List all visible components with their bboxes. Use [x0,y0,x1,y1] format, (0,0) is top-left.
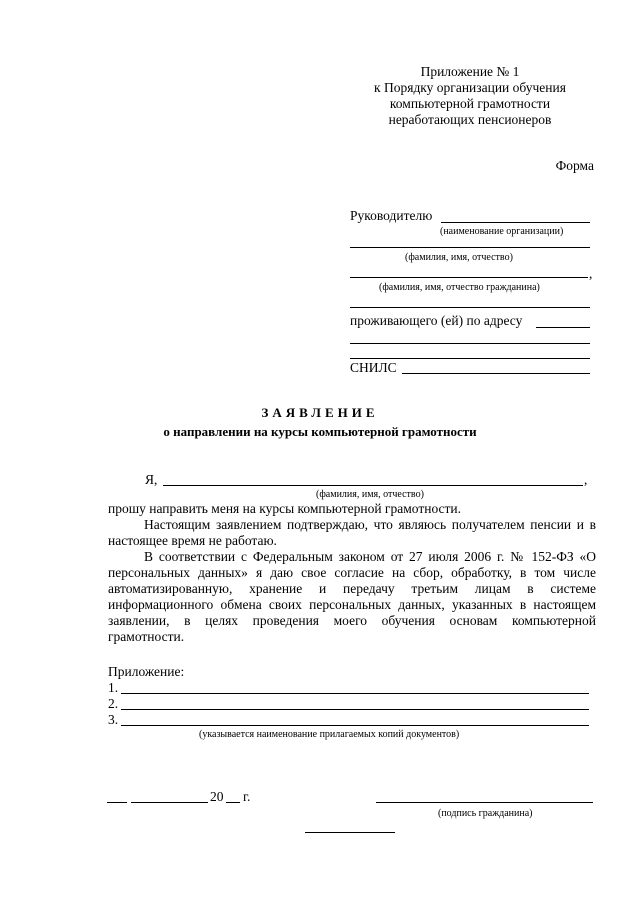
address-field-2[interactable] [350,343,590,344]
citizen-fio-comma: , [589,266,593,281]
closing-divider [305,832,395,833]
attachments-caption: (указывается наименование прилагаемых копий документов) [199,729,460,740]
snils-field[interactable] [402,373,590,374]
address-field[interactable] [536,327,590,328]
statement-subtitle: о направлении на курсы компьютерной грамотности [163,424,477,439]
recipient-fio-field[interactable] [350,247,590,248]
appendix-line-3: компьютерной грамотности [389,96,551,111]
applicant-fio-field[interactable] [163,485,583,486]
recipient-fio-caption: (фамилия, имя, отчество) [405,252,513,263]
appendix-header [350,64,590,128]
organization-field[interactable] [441,222,590,223]
attachment-field-1[interactable] [121,693,589,694]
paragraph-request: прошу направить меня на курсы компьютерной грамотности. [108,501,462,516]
attachments-label: Приложение: [108,664,185,679]
appendix-line-2: к Порядку организации обучения [374,80,566,95]
attachment-field-2[interactable] [121,709,589,710]
date-year-suffix: г. [243,789,251,804]
citizen-fio-field[interactable] [350,277,588,278]
paragraph-consent: В соответствии с Федеральным законом от 27 июля 2006 г. № 152-ФЗ «О персональных данных» я даю свое согласие на сбор, обработку, в том числе автоматизированную, хранение и передачу третьим лицам в системе информационного обмена своих персональных данных, указанных в настоящем заявлении, в целях проведения моего обучения основам компьютерной грамотности. [108,549,596,644]
date-year-field[interactable] [226,802,240,803]
attachment-number-3: 3. [108,712,119,727]
attachment-number-2: 2. [108,696,119,711]
address-field-3[interactable] [350,358,590,359]
address-label: проживающего (ей) по адресу [350,313,523,328]
signature-field[interactable] [376,802,593,803]
i-label: Я, [145,472,158,487]
attachment-number-1: 1. [108,680,119,695]
date-day-field[interactable] [107,802,127,803]
appendix-line-4: неработающих пенсионеров [388,112,552,127]
signature-caption: (подпись гражданина) [438,808,533,819]
organization-caption: (наименование организации) [440,226,564,237]
snils-label: СНИЛС [350,360,397,375]
applicant-fio-comma: , [584,472,588,487]
statement-title: ЗАЯВЛЕНИЕ [261,405,379,420]
appendix-line-1: Приложение № 1 [420,64,520,79]
citizen-fio-caption: (фамилия, имя, отчество гражданина) [379,282,540,293]
date-year-prefix: 20 [210,789,224,804]
applicant-fio-caption: (фамилия, имя, отчество) [316,489,424,500]
date-month-field[interactable] [131,802,208,803]
attachment-field-3[interactable] [121,725,589,726]
form-label: Форма [555,158,594,173]
citizen-fio-field-2[interactable] [350,307,590,308]
recipient-head-label: Руководителю [350,208,433,223]
paragraph-pension: Настоящим заявлением подтверждаю, что являюсь получателем пенсии и в настоящее время не работаю. [108,517,596,548]
